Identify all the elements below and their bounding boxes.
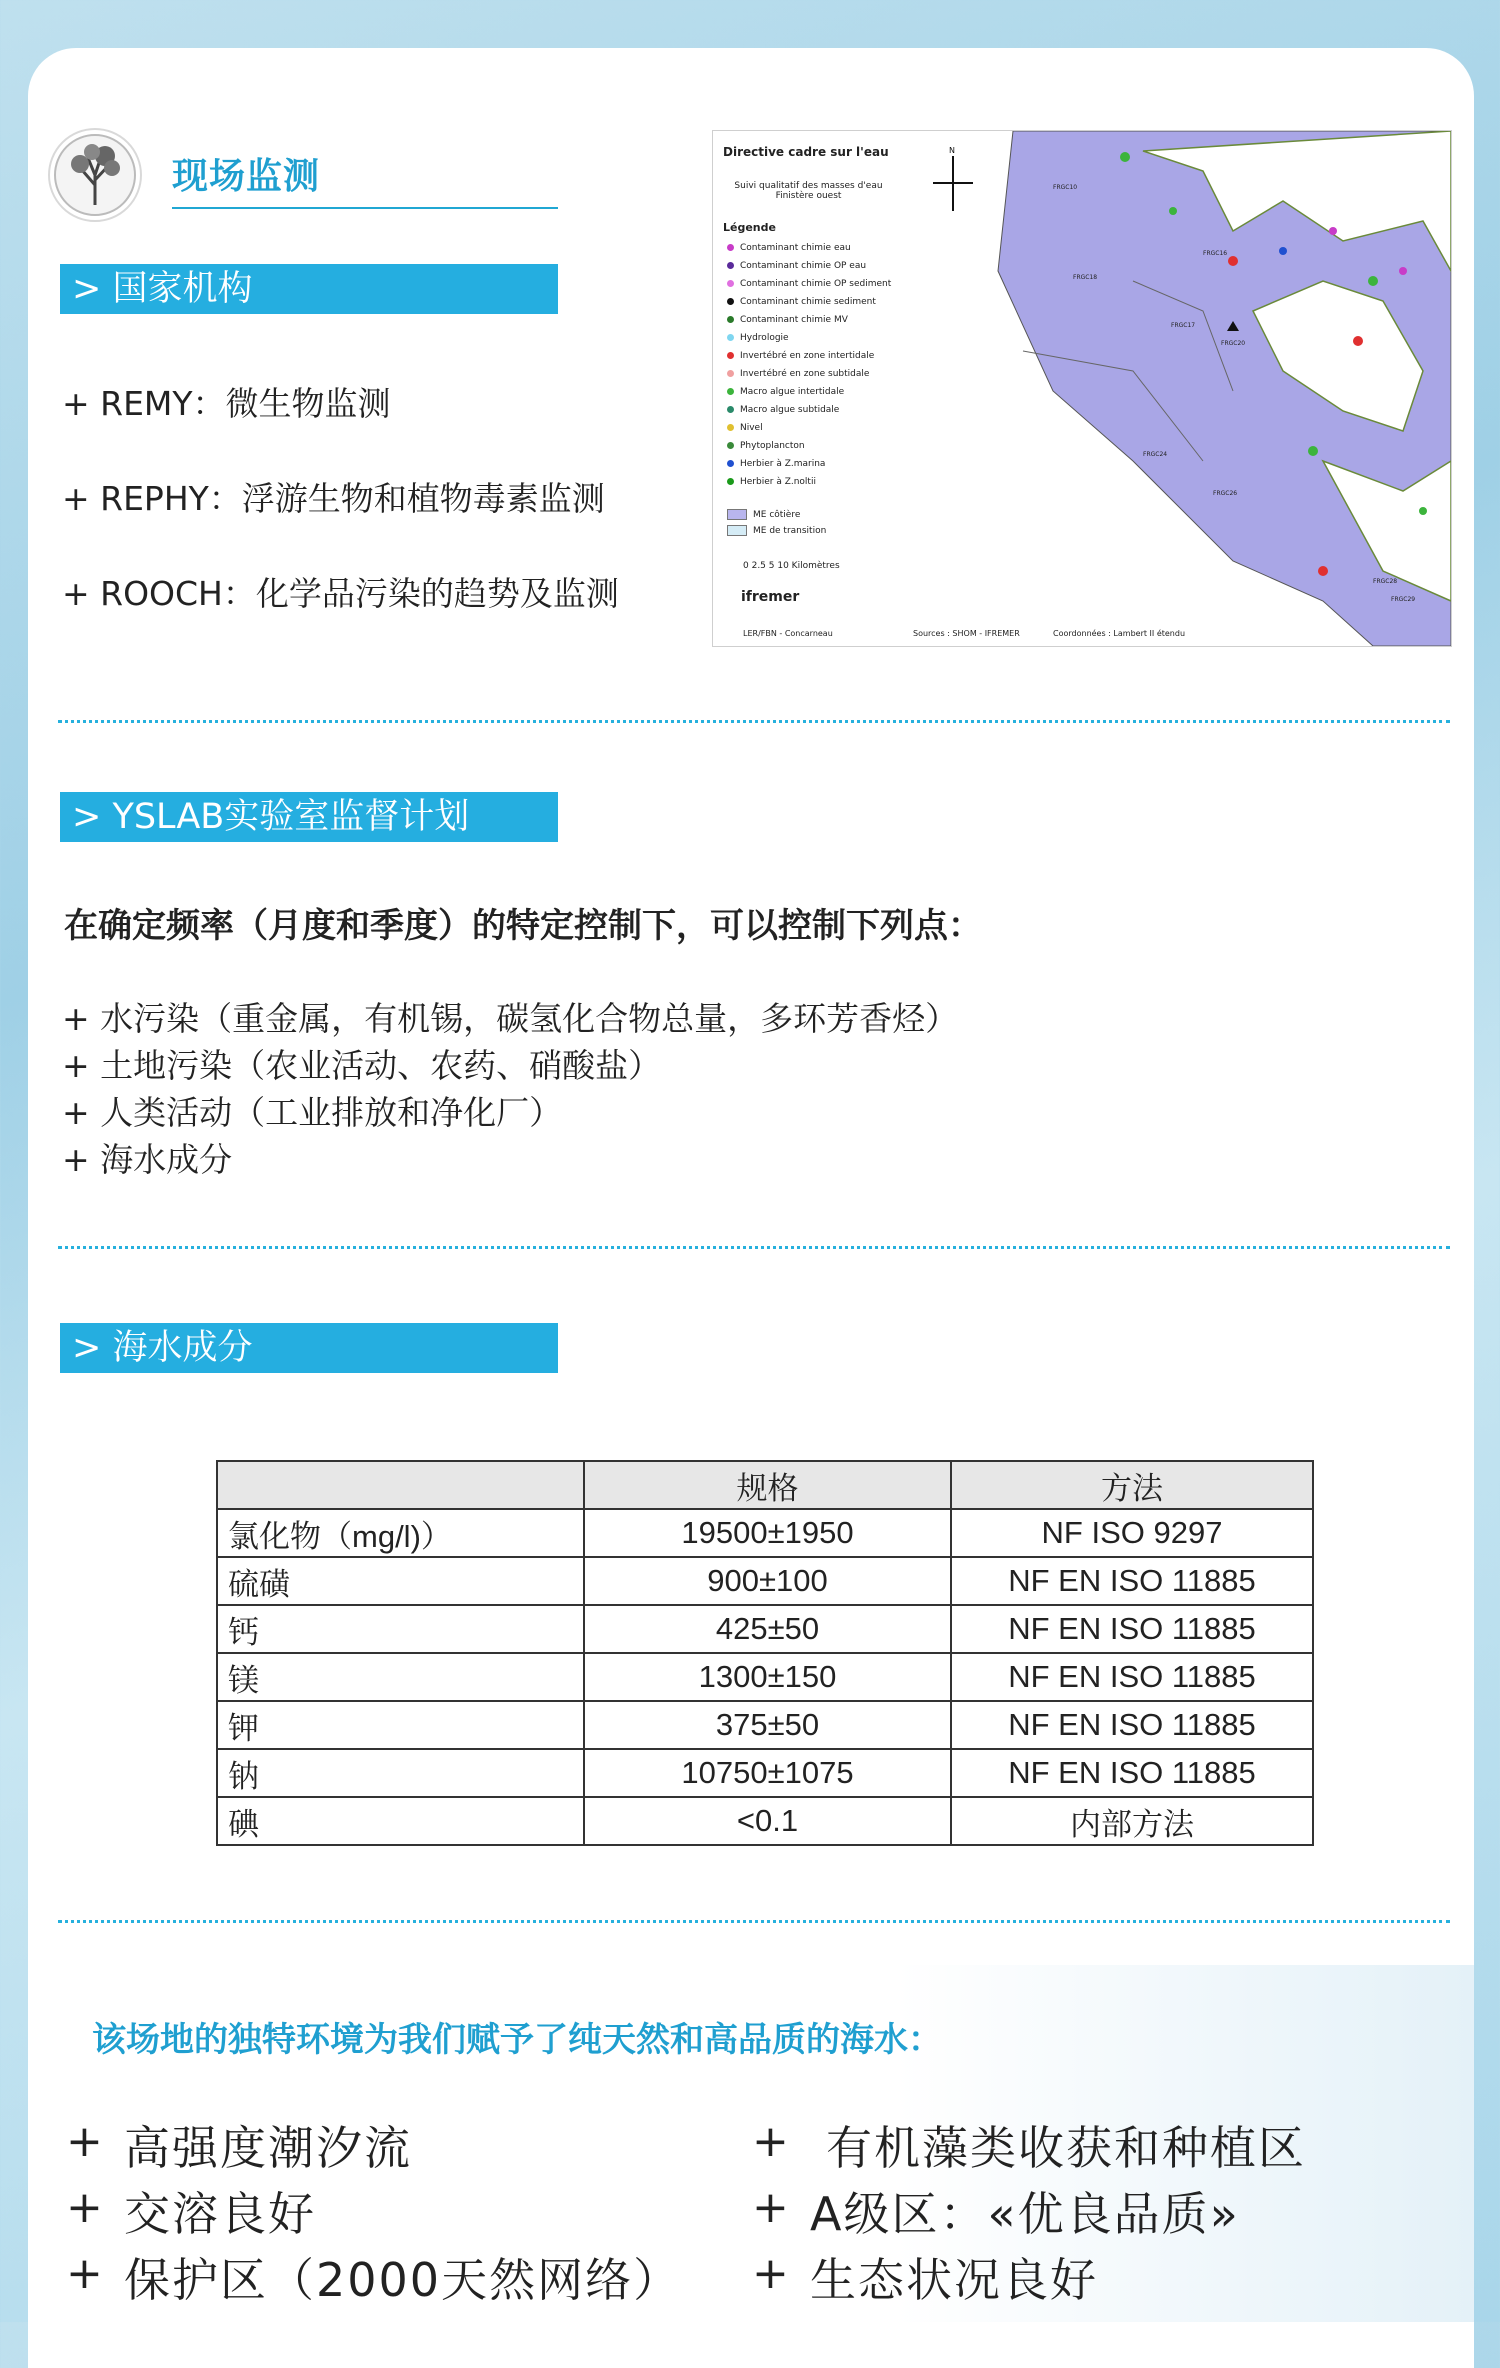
legend-item: [727, 261, 866, 271]
national-bar: > 国家机构: [60, 264, 558, 314]
map-scale: 0 2.5 5 10 Kilomètres: [743, 561, 840, 571]
legend-item: [727, 369, 869, 379]
map-code: FRGC17: [1171, 322, 1196, 329]
map-code: FRGC28: [1373, 578, 1398, 585]
yslab-bar: > YSLAB实验室监督计划: [60, 792, 558, 842]
table-cell: 镁: [217, 1653, 584, 1701]
table-cell: 900±100: [584, 1557, 951, 1605]
legend-label: Contaminant chimie OP eau: [740, 261, 867, 271]
table-cell: 钙: [217, 1605, 584, 1653]
legend-label: Contaminant chimie eau: [740, 243, 851, 253]
legend-label: Herbier à Z.marina: [740, 459, 826, 469]
map-code: FRGC24: [1143, 451, 1168, 458]
legend-marker-icon: [727, 478, 734, 485]
legend-label: Invertébré en zone intertidale: [740, 351, 875, 361]
table-cell: 硫磺: [217, 1557, 584, 1605]
legend-heading: Légende: [723, 221, 776, 234]
feature-item: A级区：«优良品质»: [810, 2187, 1240, 2241]
legend-item: [727, 405, 839, 415]
legend-item: [727, 477, 816, 487]
legend-label: Contaminant chimie OP sediment: [740, 279, 892, 289]
environment-title: 该场地的独特环境为我们赋予了纯天然和高品质的海水：: [92, 2020, 942, 2060]
yslab-intro: 在确定频率（月度和季度）的特定控制下，可以控制下列点：: [64, 906, 982, 946]
table-cell: 钾: [217, 1701, 584, 1749]
column-header: [217, 1461, 584, 1509]
legend-item: [727, 315, 848, 325]
legend-marker-icon: [727, 406, 734, 413]
plus-icon: +: [752, 2182, 789, 2233]
table-cell: 内部方法: [951, 1797, 1313, 1845]
page-title: 现场监测: [172, 156, 321, 197]
feature-item: 保护区（2000天然网络）: [124, 2253, 682, 2307]
list-item: + REPHY：浮游生物和植物毒素监测: [62, 479, 605, 518]
plus-icon: +: [752, 2116, 789, 2167]
table-cell: 1300±150: [584, 1653, 951, 1701]
legend-marker-icon: [727, 244, 734, 251]
table-row: [217, 1797, 1313, 1845]
company-logo: [48, 128, 142, 222]
table-cell: 19500±1950: [584, 1509, 951, 1557]
legend-marker-icon: [727, 370, 734, 377]
map-coords: Coordonnées : Lambert II étendu: [1053, 629, 1186, 638]
legend-item: [727, 297, 876, 307]
map-code: FRGC10: [1053, 184, 1078, 191]
legend-label: Invertébré en zone subtidale: [740, 369, 870, 379]
plus-icon: +: [752, 2248, 789, 2299]
legend-marker-icon: [727, 442, 734, 449]
legend-zone: ME côtière: [727, 509, 800, 520]
table-cell: 375±50: [584, 1701, 951, 1749]
feature-item: 高强度潮汐流: [124, 2121, 412, 2175]
legend-marker-icon: [727, 424, 734, 431]
list-item: + 土地污染（农业活动、农药、硝酸盐）: [62, 1046, 662, 1085]
table-cell: NF EN ISO 11885: [951, 1653, 1313, 1701]
table-row: [217, 1605, 1313, 1653]
tree-logo-icon: [50, 130, 140, 220]
table-row: [217, 1749, 1313, 1797]
map-legend: [713, 131, 905, 646]
legend-label: Contaminant chimie sediment: [740, 297, 876, 307]
table-cell: 碘: [217, 1797, 584, 1845]
map-code: FRGC29: [1391, 596, 1416, 603]
column-header: 规格: [584, 1461, 951, 1509]
table-cell: 10750±1075: [584, 1749, 951, 1797]
monitoring-map: [712, 130, 1452, 647]
legend-marker-icon: [727, 388, 734, 395]
seawater-table: [216, 1460, 1314, 1846]
legend-item: [727, 441, 805, 451]
list-item: + ROOCH：化学品污染的趋势及监测: [62, 574, 619, 613]
section-header: [172, 148, 558, 209]
table-cell: 425±50: [584, 1605, 951, 1653]
ifremer-logo: ifremer: [741, 589, 800, 605]
legend-item: [727, 279, 891, 289]
legend-label: Herbier à Z.noltii: [740, 477, 816, 487]
dotted-divider: [58, 1246, 1450, 1249]
table-row: [217, 1557, 1313, 1605]
map-code: FRGC20: [1221, 340, 1246, 347]
legend-zone: ME de transition: [727, 525, 826, 536]
table-cell: NF EN ISO 11885: [951, 1557, 1313, 1605]
map-subtitle: Suivi qualitatif des masses d'eau Finistère ouest: [734, 181, 883, 201]
dotted-divider: [58, 720, 1450, 723]
legend-label: Macro algue subtidale: [740, 405, 840, 415]
legend-item: [727, 387, 844, 397]
legend-marker-icon: [727, 298, 734, 305]
map-code: FRGC18: [1073, 274, 1098, 281]
plus-icon: +: [66, 2248, 103, 2299]
table-cell: <0.1: [584, 1797, 951, 1845]
list-item: + REMY：微生物监测: [62, 384, 391, 423]
dotted-divider: [58, 1920, 1450, 1923]
feature-item: 交溶良好: [124, 2187, 316, 2241]
seawater-bar: > 海水成分: [60, 1323, 558, 1373]
legend-label: Contaminant chimie MV: [740, 315, 848, 325]
table-cell: 钠: [217, 1749, 584, 1797]
table-cell: NF EN ISO 11885: [951, 1701, 1313, 1749]
legend-item: [727, 333, 789, 343]
feature-item: 生态状况良好: [810, 2253, 1098, 2307]
legend-label: Phytoplancton: [740, 441, 805, 451]
list-item: + 水污染（重金属，有机锡，碳氢化合物总量，多环芳香烃）: [62, 999, 959, 1038]
legend-item: [727, 423, 763, 433]
feature-item: 有机藻类收获和种植区: [826, 2121, 1306, 2175]
table-cell: NF EN ISO 11885: [951, 1605, 1313, 1653]
legend-item: [727, 243, 851, 253]
table-row: [217, 1653, 1313, 1701]
table-row: [217, 1701, 1313, 1749]
legend-marker-icon: [727, 334, 734, 341]
legend-marker-icon: [727, 316, 734, 323]
svg-text:N: N: [949, 146, 955, 155]
map-area: [903, 131, 1451, 646]
table-cell: NF EN ISO 11885: [951, 1749, 1313, 1797]
legend-marker-icon: [727, 262, 734, 269]
column-header: 方法: [951, 1461, 1313, 1509]
map-code: FRGC16: [1203, 250, 1228, 257]
legend-label: Nivel: [740, 423, 763, 433]
plus-icon: +: [66, 2182, 103, 2233]
legend-marker-icon: [727, 280, 734, 287]
legend-marker-icon: [727, 352, 734, 359]
list-item: + 人类活动（工业排放和净化厂）: [62, 1093, 563, 1132]
table-row: [217, 1509, 1313, 1557]
table-header-row: [217, 1461, 1313, 1509]
list-item: + 海水成分: [62, 1140, 233, 1179]
legend-label: Macro algue intertidale: [740, 387, 845, 397]
table-cell: NF ISO 9297: [951, 1509, 1313, 1557]
plus-icon: +: [66, 2116, 103, 2167]
map-code: FRGC26: [1213, 490, 1238, 497]
map-title: Directive cadre sur l'eau: [723, 145, 889, 159]
legend-label: Hydrologie: [740, 333, 789, 343]
legend-marker-icon: [727, 460, 734, 467]
legend-item: [727, 459, 825, 469]
map-footer: LER/FBN - Concarneau: [743, 629, 833, 638]
table-cell: 氯化物（mg/l)）: [217, 1509, 584, 1557]
legend-item: [727, 351, 874, 361]
map-source: Sources : SHOM - IFREMER: [913, 629, 1020, 638]
